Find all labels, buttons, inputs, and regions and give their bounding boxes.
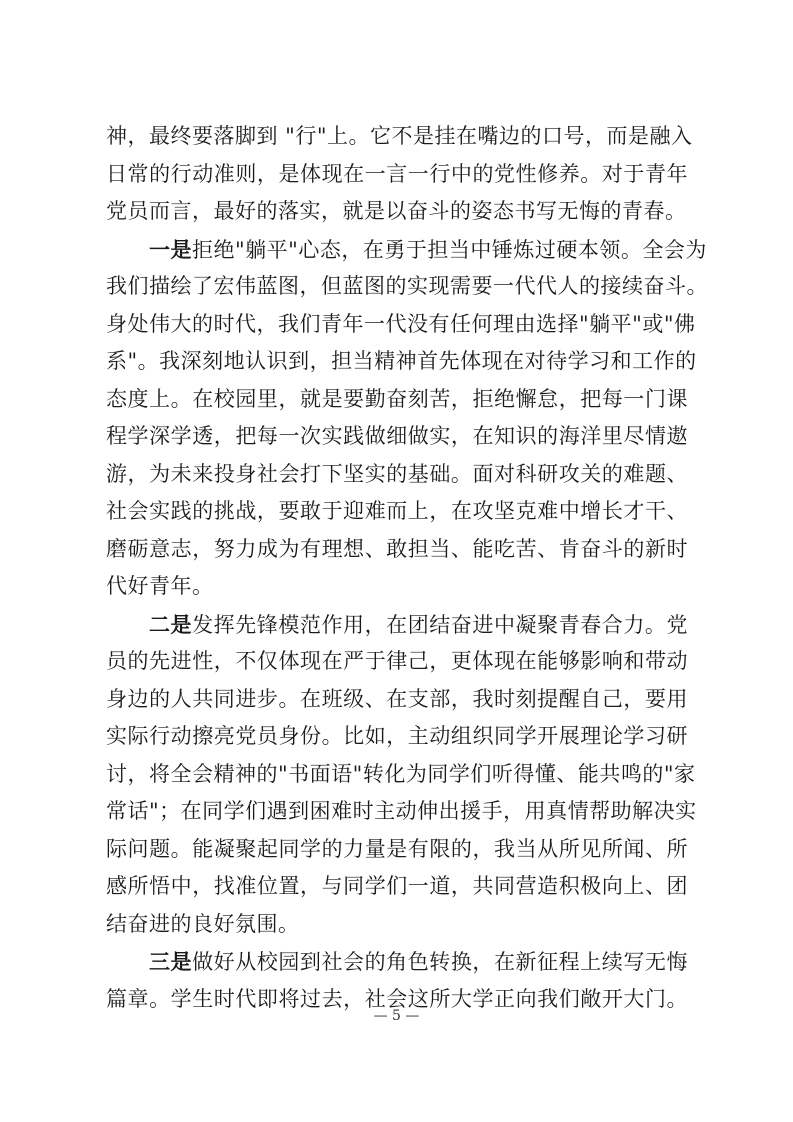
text-line	[106, 943, 688, 981]
text-line: 态度上。在校园里，就是要勤奋刻苦，拒绝懈怠，把每一门课	[106, 386, 688, 411]
text-run: 拒绝"躺平"心态，在勇于担当中锤炼过硬本领。全会为	[192, 237, 707, 262]
text-line: 我们描绘了宏伟蓝图，但蓝图的实现需要一代代人的接续奋斗。	[106, 274, 708, 298]
text-line: 篇章。学生时代即将过去，社会这所大学正向我们敞开大门。	[106, 986, 688, 1011]
text-run: 发挥先锋模范作用，在团结奋进中凝聚青春合力。党	[192, 612, 688, 637]
paragraph-lead: 二是	[149, 611, 193, 637]
text-line	[106, 606, 688, 644]
text-line: 系"。我深刻地认识到，担当精神首先体现在对待学习和工作的	[106, 349, 697, 373]
paragraph-lead: 一是	[149, 236, 192, 262]
body-text	[106, 118, 708, 1018]
text-line: 身处伟大的时代，我们青年一代没有任何理由选择"躺平"或"佛	[106, 311, 696, 336]
text-line: 常话"；在同学们遇到困难时主动伸出援手，用真情帮助解决实	[106, 799, 697, 823]
text-line: 身边的人共同进步。在班级、在支部，我时刻提醒自己，要用	[106, 686, 688, 711]
text-line: 代好青年。	[106, 574, 214, 598]
text-line: 结奋进的良好氛围。	[106, 911, 300, 936]
text-line: 神，最终要落脚到 "行"上。它不是挂在嘴边的口号，而是融入	[106, 124, 693, 148]
text-line: 际问题。能凝聚起同学的力量是有限的，我当从所见所闻、所	[106, 836, 688, 861]
text-line: 日常的行动准则，是体现在一言一行中的党性修养。对于青年	[106, 161, 688, 186]
text-line	[106, 231, 707, 269]
text-line: 党员而言，最好的落实，就是以奋斗的姿态书写无悔的青春。	[106, 199, 687, 223]
paragraph-lead: 三是	[149, 949, 193, 974]
text-line: 讨，将全会精神的"书面语"转化为同学们听得懂、能共鸣的"家	[106, 761, 696, 786]
text-line: 实际行动擦亮党员身份。比如，主动组织同学开展理论学习研	[106, 724, 688, 748]
text-line: 社会实践的挑战，要敢于迎难而上，在攻坚克难中增长才干、	[106, 499, 688, 523]
page-number: — 5 —	[373, 1008, 420, 1024]
text-line: 员的先进性，不仅体现在严于律己，更体现在能够影响和带动	[106, 649, 688, 673]
text-line: 磨砺意志，努力成为有理想、敢担当、能吃苦、肯奋斗的新时	[106, 536, 688, 561]
text-run: 做好从校园到社会的角色转换，在新征程上续写无悔	[192, 950, 688, 974]
text-line: 游，为未来投身社会打下坚实的基础。面对科研攻关的难题、	[106, 461, 688, 486]
text-line: 程学深学透，把每一次实践做细做实，在知识的海洋里尽情遨	[106, 424, 688, 448]
text-line: 感所悟中，找准位置，与同学们一道，共同营造积极向上、团	[106, 874, 688, 898]
